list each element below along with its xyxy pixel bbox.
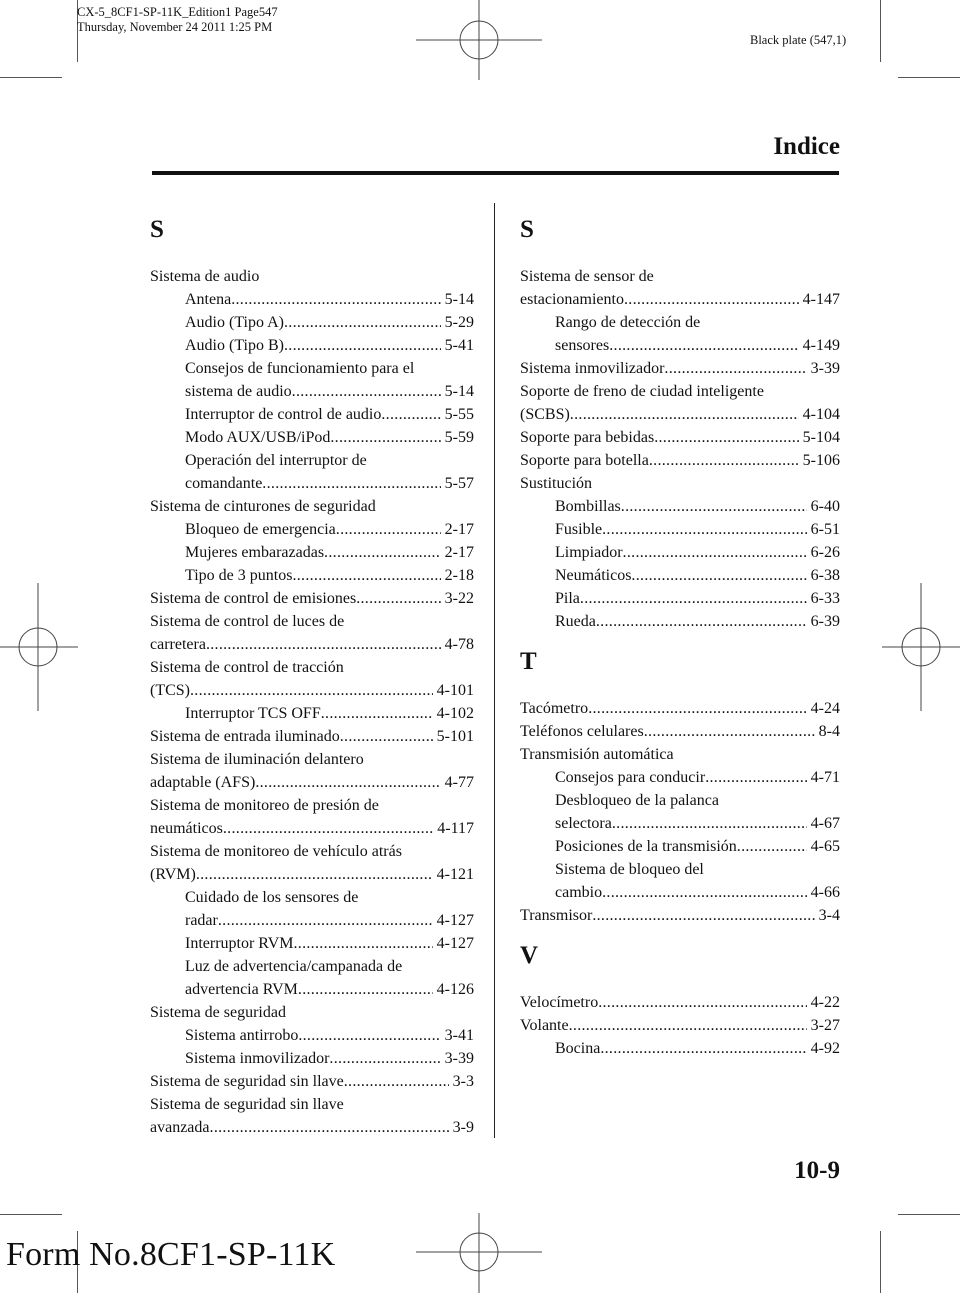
index-entry-page: 5-59 xyxy=(444,429,474,446)
index-entry xyxy=(150,771,474,794)
index-entry-text: Mujeres embarazadas xyxy=(185,544,325,561)
index-entry-text: (RVM) xyxy=(150,866,196,883)
index-entry-text: Sistema antirrobo xyxy=(185,1027,299,1044)
index-entry-list xyxy=(520,265,840,633)
index-entry xyxy=(150,610,474,633)
index-entry xyxy=(150,334,474,357)
dot-leader xyxy=(649,449,799,472)
index-entry xyxy=(520,835,840,858)
index-column-left xyxy=(150,215,474,1139)
dot-leader xyxy=(705,766,806,789)
page-number: 10-9 xyxy=(794,1157,840,1184)
dot-leader xyxy=(293,932,432,955)
index-entry-text: Sistema de control de luces de xyxy=(150,613,345,630)
index-entry xyxy=(520,904,840,927)
index-entry xyxy=(150,725,474,748)
index-entry xyxy=(520,858,840,881)
dot-leader xyxy=(569,1014,807,1037)
index-entry xyxy=(520,472,840,495)
index-entry xyxy=(520,812,840,835)
dot-leader xyxy=(324,541,441,564)
index-entry-text: Volante xyxy=(520,1017,569,1034)
print-file-line: CX-5_8CF1-SP-11K_Edition1 Page547 xyxy=(77,5,278,19)
index-entry-page: 4-149 xyxy=(802,337,840,354)
dot-leader xyxy=(284,334,441,357)
index-entry xyxy=(520,311,840,334)
dot-leader xyxy=(321,702,433,725)
index-entry xyxy=(150,955,474,978)
index-entry-text: avanzada xyxy=(150,1119,210,1136)
index-entry-page: 4-66 xyxy=(810,884,840,901)
dot-leader xyxy=(654,426,798,449)
index-entry-page: 3-39 xyxy=(444,1050,474,1067)
plate-label: Black plate (547,1) xyxy=(750,33,847,47)
index-entry-list xyxy=(150,265,474,1139)
index-entry-page: 3-9 xyxy=(452,1119,474,1136)
index-entry-page: 6-39 xyxy=(810,613,840,630)
dot-leader xyxy=(231,288,440,311)
dot-leader xyxy=(298,978,433,1001)
index-entry-text: Limpiador xyxy=(555,544,623,561)
index-entry xyxy=(150,932,474,955)
index-entry-page: 5-104 xyxy=(802,429,840,446)
index-entry xyxy=(520,541,840,564)
index-entry-page: 4-102 xyxy=(436,705,474,722)
index-entry xyxy=(150,265,474,288)
index-entry-text: Velocímetro xyxy=(520,994,599,1011)
index-entry-page: 4-65 xyxy=(810,838,840,855)
index-entry xyxy=(150,357,474,380)
index-entry-text: Fusible xyxy=(555,521,603,538)
index-entry-list xyxy=(520,991,840,1060)
index-entry xyxy=(150,449,474,472)
dot-leader xyxy=(223,817,433,840)
dot-leader xyxy=(298,1024,440,1047)
header-rule xyxy=(152,171,839,175)
index-entry xyxy=(150,426,474,449)
index-entry-text: Audio (Tipo A) xyxy=(185,314,284,331)
dot-leader xyxy=(210,1116,449,1139)
index-entry xyxy=(150,1070,474,1093)
index-entry-text: Sistema de audio xyxy=(150,268,260,285)
index-entry-page: 4-101 xyxy=(436,682,474,699)
index-entry-page: 4-104 xyxy=(802,406,840,423)
index-entry-text: (SCBS) xyxy=(520,406,570,423)
index-entry xyxy=(150,1001,474,1024)
dot-leader xyxy=(644,720,815,743)
index-entry-text: cambio xyxy=(555,884,603,901)
index-entry-text: Interruptor RVM xyxy=(185,935,294,952)
index-entry xyxy=(520,495,840,518)
index-entry-text: Teléfonos celulares xyxy=(520,723,644,740)
index-entry-text: Sistema de seguridad xyxy=(150,1004,286,1021)
index-entry-text: Sistema inmovilizador xyxy=(185,1050,330,1067)
index-entry xyxy=(520,720,840,743)
index-entry-text: Consejos de funcionamiento para el xyxy=(185,360,415,377)
index-entry-text: comandante xyxy=(185,475,263,492)
index-entry-page: 4-121 xyxy=(436,866,474,883)
dot-leader xyxy=(596,610,807,633)
index-entry-page: 5-29 xyxy=(444,314,474,331)
index-entry-text: Rueda xyxy=(555,613,596,630)
index-entry xyxy=(150,403,474,426)
index-entry-text: Modo AUX/USB/iPod xyxy=(185,429,331,446)
index-entry-text: Tipo de 3 puntos xyxy=(185,567,293,584)
index-entry xyxy=(150,702,474,725)
index-entry xyxy=(150,817,474,840)
index-entry-text: Desbloqueo de la palanca xyxy=(555,792,719,809)
index-entry-page: 3-4 xyxy=(818,907,840,924)
index-entry-text: estacionamiento xyxy=(520,291,624,308)
dot-leader xyxy=(292,564,440,587)
index-entry-page: 2-17 xyxy=(444,544,474,561)
index-entry-list xyxy=(520,697,840,927)
print-date-line: Thursday, November 24 2011 1:25 PM xyxy=(77,20,273,34)
index-entry-page: 4-78 xyxy=(444,636,474,653)
index-entry-text: Rango de detección de xyxy=(555,314,701,331)
index-entry-text: Sistema de monitoreo de vehículo atrás xyxy=(150,843,402,860)
index-entry-text: Bombillas xyxy=(555,498,621,515)
index-entry-text: Operación del interruptor de xyxy=(185,452,367,469)
index-letter: S xyxy=(150,216,164,243)
dot-leader xyxy=(598,991,806,1014)
dot-leader xyxy=(580,587,807,610)
index-entry-page: 5-55 xyxy=(444,406,474,423)
index-entry-text: carretera xyxy=(150,636,206,653)
index-entry-text: Interruptor de control de audio xyxy=(185,406,382,423)
index-entry-page: 4-71 xyxy=(810,769,840,786)
index-entry-text: Sistema de bloqueo del xyxy=(555,861,704,878)
index-entry-text: advertencia RVM xyxy=(185,981,298,998)
form-number: Form No.8CF1-SP-11K xyxy=(6,1236,336,1273)
index-entry-text: Audio (Tipo B) xyxy=(185,337,284,354)
index-entry-text: neumáticos xyxy=(150,820,223,837)
index-entry xyxy=(150,495,474,518)
index-entry-page: 5-41 xyxy=(444,337,474,354)
index-entry xyxy=(150,564,474,587)
index-letter: V xyxy=(520,942,539,969)
dot-leader xyxy=(624,288,799,311)
dot-leader xyxy=(592,904,814,927)
dot-leader xyxy=(218,909,433,932)
index-entry xyxy=(520,265,840,288)
index-entry-page: 4-22 xyxy=(810,994,840,1011)
dot-leader xyxy=(631,564,806,587)
index-entry xyxy=(150,886,474,909)
index-entry xyxy=(520,881,840,904)
dot-leader xyxy=(292,380,441,403)
index-entry-page: 6-33 xyxy=(810,590,840,607)
index-entry-text: Cuidado de los sensores de xyxy=(185,889,359,906)
index-letter: S xyxy=(520,216,534,243)
index-entry xyxy=(520,564,840,587)
index-entry-page: 5-106 xyxy=(802,452,840,469)
index-entry xyxy=(150,909,474,932)
index-entry-text: Interruptor TCS OFF xyxy=(185,705,321,722)
dot-leader xyxy=(664,357,806,380)
index-entry xyxy=(520,426,840,449)
index-entry xyxy=(150,518,474,541)
index-entry-text: selectora xyxy=(555,815,612,832)
index-entry-text: Soporte para bebidas xyxy=(520,429,655,446)
index-entry xyxy=(520,449,840,472)
index-entry-page: 3-39 xyxy=(810,360,840,377)
index-entry xyxy=(520,587,840,610)
dot-leader xyxy=(602,881,807,904)
dot-leader xyxy=(612,812,807,835)
index-entry-page: 4-67 xyxy=(810,815,840,832)
dot-leader xyxy=(621,495,807,518)
index-entry-page: 3-22 xyxy=(444,590,474,607)
dot-leader xyxy=(262,472,440,495)
dot-leader xyxy=(190,679,433,702)
index-entry-text: (TCS) xyxy=(150,682,190,699)
index-entry-text: Transmisión automática xyxy=(520,746,674,763)
dot-leader xyxy=(344,1070,449,1093)
index-entry-text: Consejos para conducir xyxy=(555,769,706,786)
index-entry-page: 4-126 xyxy=(436,981,474,998)
dot-leader xyxy=(588,697,806,720)
index-entry-page: 3-3 xyxy=(452,1073,474,1090)
dot-leader xyxy=(381,403,440,426)
index-entry-text: Sistema de control de emisiones xyxy=(150,590,357,607)
index-entry xyxy=(520,357,840,380)
index-entry xyxy=(150,679,474,702)
dot-leader xyxy=(330,426,440,449)
index-entry xyxy=(520,766,840,789)
dot-leader xyxy=(284,311,441,334)
index-entry-text: sensores xyxy=(555,337,610,354)
index-entry-text: Sistema de entrada iluminado xyxy=(150,728,340,745)
index-entry-text: Soporte para botella xyxy=(520,452,649,469)
index-entry xyxy=(520,518,840,541)
dot-leader xyxy=(336,518,441,541)
index-entry xyxy=(520,288,840,311)
index-entry xyxy=(150,1116,474,1139)
index-entry xyxy=(520,991,840,1014)
index-entry-text: adaptable (AFS) xyxy=(150,774,256,791)
index-entry-text: Sistema de monitoreo de presión de xyxy=(150,797,379,814)
index-entry xyxy=(150,1093,474,1116)
index-entry-page: 4-147 xyxy=(802,291,840,308)
index-entry xyxy=(150,311,474,334)
index-entry-page: 4-77 xyxy=(444,774,474,791)
index-entry xyxy=(150,978,474,1001)
index-entry-text: Neumáticos xyxy=(555,567,632,584)
index-entry xyxy=(520,1014,840,1037)
index-entry xyxy=(520,403,840,426)
dot-leader xyxy=(196,863,433,886)
index-entry xyxy=(150,794,474,817)
dot-leader xyxy=(329,1047,440,1070)
index-entry-text: Luz de advertencia/campanada de xyxy=(185,958,403,975)
index-entry-page: 4-92 xyxy=(810,1040,840,1057)
dot-leader xyxy=(206,633,441,656)
index-entry-page: 5-14 xyxy=(444,383,474,400)
index-entry-text: Sistema de seguridad sin llave xyxy=(150,1096,344,1113)
index-entry-text: Sistema de iluminación delantero xyxy=(150,751,364,768)
dot-leader xyxy=(340,725,433,748)
index-entry xyxy=(150,656,474,679)
section-title: Indice xyxy=(773,133,840,160)
index-entry xyxy=(150,1024,474,1047)
column-divider xyxy=(494,203,495,1138)
index-entry xyxy=(150,863,474,886)
index-entry xyxy=(520,610,840,633)
index-entry xyxy=(520,697,840,720)
dot-leader xyxy=(570,403,799,426)
index-entry-page: 2-17 xyxy=(444,521,474,538)
index-entry xyxy=(150,380,474,403)
index-entry-page: 6-40 xyxy=(810,498,840,515)
index-entry-page: 6-51 xyxy=(810,521,840,538)
index-entry xyxy=(150,748,474,771)
index-entry-page: 4-127 xyxy=(436,935,474,952)
index-entry-page: 6-26 xyxy=(810,544,840,561)
index-column-right xyxy=(520,215,840,1060)
dot-leader xyxy=(602,518,807,541)
index-entry-text: radar xyxy=(185,912,218,929)
index-entry-page: 8-4 xyxy=(818,723,840,740)
index-entry xyxy=(150,472,474,495)
index-entry xyxy=(150,840,474,863)
dot-leader xyxy=(609,334,798,357)
index-entry-page: 4-24 xyxy=(810,700,840,717)
dot-leader xyxy=(356,587,440,610)
index-entry xyxy=(150,288,474,311)
index-entry-text: Bocina xyxy=(555,1040,601,1057)
index-entry xyxy=(150,541,474,564)
dot-leader xyxy=(255,771,440,794)
dot-leader xyxy=(737,835,807,858)
index-entry xyxy=(520,789,840,812)
index-entry-text: Sistema inmovilizador xyxy=(520,360,665,377)
index-entry-text: Pila xyxy=(555,590,580,607)
index-entry xyxy=(150,587,474,610)
index-entry-text: Soporte de freno de ciudad inteligente xyxy=(520,383,764,400)
index-entry xyxy=(520,1037,840,1060)
index-entry-page: 5-101 xyxy=(436,728,474,745)
print-info xyxy=(77,5,278,35)
dot-leader xyxy=(600,1037,806,1060)
index-entry-text: Sistema de sensor de xyxy=(520,268,654,285)
index-entry-text: sistema de audio xyxy=(185,383,292,400)
index-entry-page: 5-14 xyxy=(444,291,474,308)
index-entry-text: Bloqueo de emergencia xyxy=(185,521,336,538)
index-entry-text: Posiciones de la transmisión xyxy=(555,838,737,855)
index-entry-text: Tacómetro xyxy=(520,700,589,717)
index-entry-text: Transmisor xyxy=(520,907,593,924)
index-entry-text: Sistema de seguridad sin llave xyxy=(150,1073,344,1090)
index-entry-text: Sistema de control de tracción xyxy=(150,659,344,676)
index-entry-text: Sustitución xyxy=(520,475,593,492)
index-letter: T xyxy=(520,648,537,675)
index-entry xyxy=(520,380,840,403)
index-entry-text: Sistema de cinturones de seguridad xyxy=(150,498,376,515)
index-entry-text: Antena xyxy=(185,291,232,308)
index-entry xyxy=(520,743,840,766)
index-entry-page: 4-127 xyxy=(436,912,474,929)
index-entry-page: 3-27 xyxy=(810,1017,840,1034)
index-entry-page: 2-18 xyxy=(444,567,474,584)
index-entry-page: 4-117 xyxy=(437,820,474,837)
index-entry-page: 3-41 xyxy=(444,1027,474,1044)
dot-leader xyxy=(623,541,807,564)
index-entry xyxy=(520,334,840,357)
index-entry xyxy=(150,633,474,656)
index-entry-page: 5-57 xyxy=(444,475,474,492)
index-entry-page: 6-38 xyxy=(810,567,840,584)
index-entry xyxy=(150,1047,474,1070)
